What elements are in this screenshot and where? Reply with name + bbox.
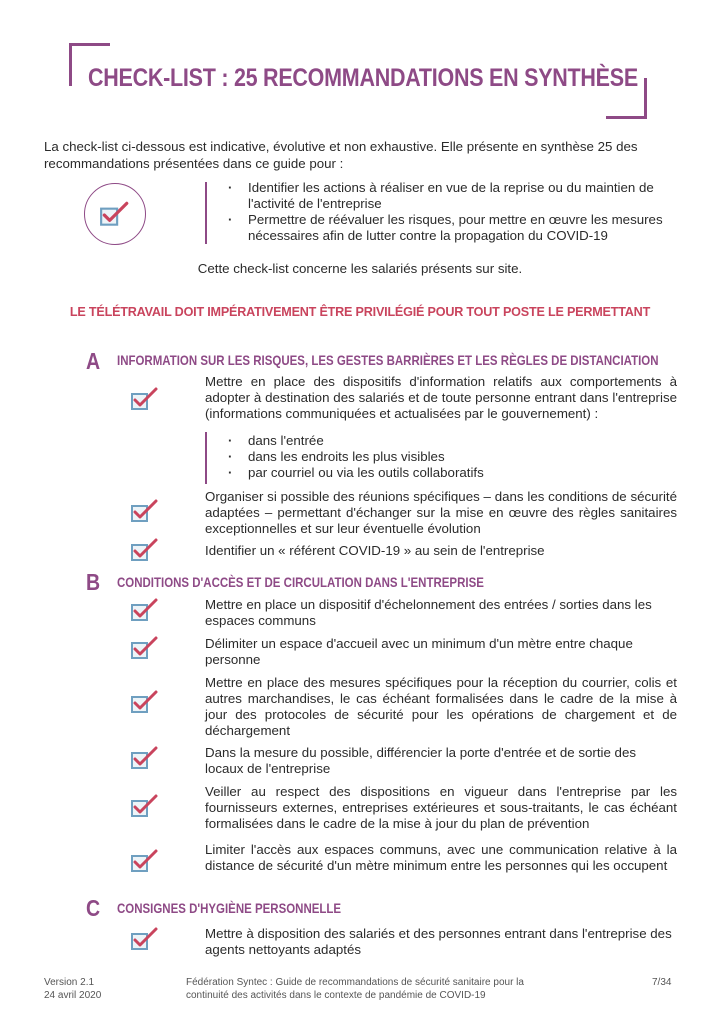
- footer-doc-line1: Fédération Syntec : Guide de recommandations de sécurité sanitaire pour la: [186, 977, 524, 988]
- checkbox-icon[interactable]: [130, 537, 160, 563]
- checklist-item: Identifier un « référent COVID-19 » au sein de l'entreprise: [205, 543, 545, 558]
- checklist-item: Délimiter un espace d'accueil avec un minimum d'un mètre entre chaque personne: [205, 636, 633, 667]
- checklist-item: Mettre en place des mesures spécifiques pour la réception du courrier, colis et autres marchandises, le cas échéant formalisées dans le cadre de la mise à jour des protocoles de sécurité pour les opérations de chargement et de déchargement: [205, 675, 677, 738]
- checkbox-circle-icon: [84, 183, 146, 245]
- section-letter-a: A: [86, 348, 101, 374]
- footer-version-block: [44, 976, 101, 1002]
- section-letter-b: B: [86, 569, 101, 595]
- sub-bullet: · dans l'entrée: [226, 433, 666, 449]
- footer-date: 24 avril 2020: [44, 990, 102, 1001]
- checkbox-icon[interactable]: [130, 597, 160, 623]
- checkbox-icon[interactable]: [130, 635, 160, 661]
- page-title: CHECK-LIST : 25 RECOMMANDATIONS EN SYNTHÈSE: [88, 64, 638, 92]
- checklist-item: Organiser si possible des réunions spécifiques – dans les conditions de sécurité adaptées – permettant d'échanger sur la mise en œuvre des règles sanitaires exceptionnelles et sur leur éventuelle évolution: [205, 489, 677, 536]
- checklist-item: Limiter l'accès aux espaces communs, avec une communication relative à la distance de sécurité d'un mètre minimum entre les personnes qui les occupent: [205, 842, 677, 873]
- checklist-item: Veiller au respect des dispositions en vigueur dans l'entreprise par les fournisseurs externes, entreprises extérieures et sous-traitants, le cas échéant formalisées dans le cadre de la mise à jour du plan de prévention: [205, 784, 677, 831]
- checkbox-icon[interactable]: [130, 745, 160, 771]
- intro-bullet: · Permettre de réévaluer les risques, pour mettre en œuvre les mesures nécessaires afin de lutter contre la propagation du COVID-19: [226, 212, 681, 244]
- checkbox-icon[interactable]: [130, 689, 160, 715]
- checkbox-icon[interactable]: [130, 386, 160, 412]
- section-title-b: CONDITIONS D'ACCÈS ET DE CIRCULATION DANS L'ENTREPRISE: [117, 574, 484, 590]
- intro-bullet-list: [226, 180, 681, 244]
- telework-banner: LE TÉLÉTRAVAIL DOIT IMPÉRATIVEMENT ÊTRE PRIVILÉGIÉ POUR TOUT POSTE LE PERMETTANT: [69, 305, 651, 319]
- sub-bullet-list: [226, 433, 666, 481]
- footer-doc-line2: continuité des activités dans le contexte de pandémie de COVID-19: [186, 990, 486, 1001]
- intro-divider: [205, 182, 207, 244]
- site-note: Cette check-list concerne les salariés présents sur site.: [197, 261, 523, 276]
- sub-bullet: · par courriel ou via les outils collaboratifs: [226, 465, 666, 481]
- sub-list-divider: [205, 432, 207, 484]
- footer-version: Version 2.1: [44, 977, 95, 988]
- checklist-item: Mettre en place un dispositif d'échelonnement des entrées / sorties dans les espaces communs: [205, 597, 652, 628]
- checklist-item: Mettre à disposition des salariés et des personnes entrant dans l'entreprise des agents nettoyants adaptés: [205, 926, 672, 957]
- section-title-c: CONSIGNES D'HYGIÈNE PERSONNELLE: [117, 900, 342, 916]
- checklist-item: Mettre en place des dispositifs d'information relatifs aux comportements à adopter à destination des salariés et de toute personne entrant dans l'entreprise (informations communiquées et actualisées par le gouvernement) :: [205, 374, 677, 421]
- sub-bullet: · dans les endroits les plus visibles: [226, 449, 666, 465]
- checkbox-icon[interactable]: [130, 848, 160, 874]
- checklist-item: Dans la mesure du possible, différencier la porte d'entrée et de sortie des locaux de l'entreprise: [205, 745, 636, 776]
- intro-paragraph: La check-list ci-dessous est indicative, évolutive et non exhaustive. Elle présente en synthèse 25 des recommandations présentées dans ce guide pour :: [44, 139, 638, 171]
- intro-bullet: · Identifier les actions à réaliser en vue de la reprise ou du maintien de l'activité de l'entreprise: [226, 180, 681, 212]
- section-title-a: INFORMATION SUR LES RISQUES, LES GESTES BARRIÈRES ET LES RÈGLES DE DISTANCIATION: [117, 352, 659, 368]
- section-letter-c: C: [86, 895, 101, 921]
- checkbox-icon[interactable]: [130, 793, 160, 819]
- checkbox-icon[interactable]: [130, 926, 160, 952]
- checkbox-icon[interactable]: [130, 498, 160, 524]
- page-number: 7/34: [652, 977, 672, 988]
- footer-document-title: [186, 976, 524, 1002]
